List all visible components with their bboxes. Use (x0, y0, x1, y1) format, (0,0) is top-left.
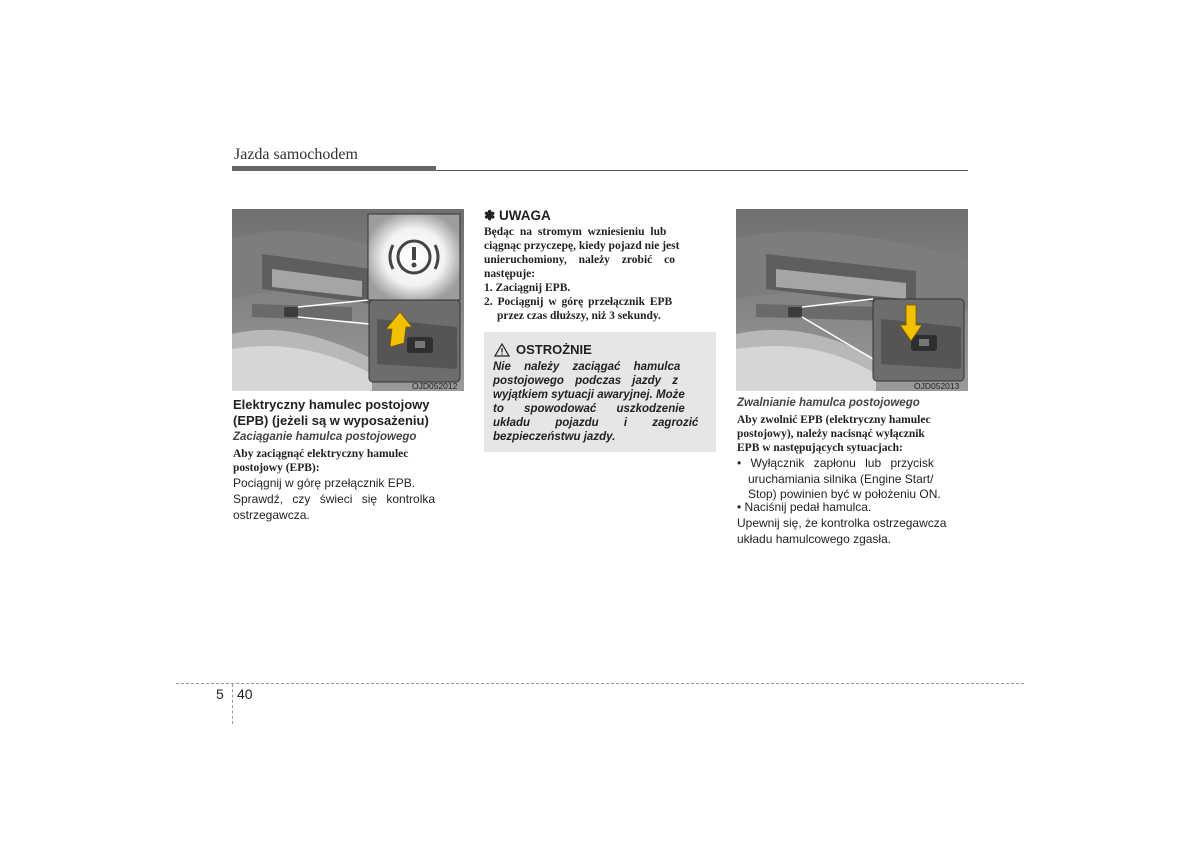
release-bullet-1 (737, 456, 969, 503)
release-bullet-2: • Naciśnij pedał hamulca. (737, 500, 872, 514)
apply-check-line-2: ostrzegawcza. (233, 507, 310, 522)
figure-epb-apply-illustration (232, 209, 464, 391)
caution-line-5: układu pojazdu i zagrozić (493, 417, 699, 429)
page-number: 40 (237, 686, 253, 702)
release-intro-line-2: postojowy), należy nacisnąć wyłącznik (737, 428, 925, 440)
note-title: ✽ UWAGA (484, 208, 551, 223)
footer-dashed-separator (232, 684, 233, 724)
figure-epb-release (736, 209, 968, 391)
apply-intro-line-2: postojowy (EPB): (233, 462, 320, 474)
figure-epb-apply (232, 209, 464, 391)
subheading-release: Zwalnianie hamulca postojowego (737, 397, 920, 409)
heading-line-1: Elektryczny hamulec postojowy (233, 397, 430, 412)
header-rule-thin (436, 170, 968, 171)
release-bullet-1-line-3: Stop) powinien być w położeniu ON. (748, 487, 941, 501)
page-header-title: Jazda samochodem (234, 146, 358, 163)
note-item-2-line-1: 2. Pociągnij w górę przełącznik EPB (484, 296, 673, 308)
note-line-3: unieruchomiony, należy zrobić co (484, 254, 675, 266)
subheading-apply: Zaciąganie hamulca postojowego (233, 431, 417, 443)
chapter-number: 5 (216, 686, 224, 702)
caution-line-1: Nie należy zaciągać hamulca (493, 361, 681, 373)
figure-epb-release-illustration (736, 209, 968, 391)
apply-intro (233, 447, 465, 475)
release-bullet-1-line-1: • Wyłącznik zapłonu lub przycisk (737, 456, 934, 470)
note-line-2: ciągnąc przyczepę, kiedy pojazd nie jest (484, 240, 680, 252)
apply-intro-line-1: Aby zaciągnąć elektryczny hamulec (233, 448, 409, 460)
figure-code-left: OJD052012 (412, 381, 458, 391)
note-item-2-line-2: przez czas dłuższy, niż 3 sekundy. (497, 310, 661, 322)
release-intro-line-1: Aby zwolnić EPB (elektryczny hamulec (737, 414, 931, 426)
caution-title: OSTROŻNIE (516, 342, 592, 357)
note-line-1: Będąc na stromym wzniesieniu lub (484, 226, 667, 238)
caution-header (494, 342, 592, 357)
figure-code-right: OJD052013 (914, 381, 960, 391)
caution-line-2: postojowego podczas jazdy z (493, 375, 679, 387)
caution-text (493, 360, 710, 444)
note-item-1: 1. Zaciągnij EPB. (484, 282, 571, 294)
apply-check (233, 492, 465, 523)
note-line-4: następuje: (484, 268, 536, 280)
release-outro-line-2: układu hamulcowego zgasła. (737, 531, 892, 546)
heading-line-2: (EPB) (jeżeli są w wyposażeniu) (233, 413, 429, 428)
release-outro-line-1: Upewnij się, że kontrolka ostrzegawcza (737, 516, 947, 530)
caution-box (484, 332, 716, 452)
warning-triangle-icon (494, 343, 510, 357)
apply-step: Pociągnij w górę przełącznik EPB. (233, 476, 416, 490)
caution-line-6: bezpieczeństwu jazdy. (493, 431, 616, 443)
release-outro (737, 516, 969, 547)
header-rule-thick (232, 166, 436, 171)
caution-line-4: to spowodować uszkodzenie (493, 403, 685, 415)
release-bullet-1-line-2: uruchamiania silnika (Engine Start/ (748, 471, 934, 486)
release-intro (737, 413, 969, 455)
note-text (484, 225, 716, 323)
release-intro-line-3: EPB w następujących sytuacjach: (737, 442, 903, 454)
footer-dashed-rule (176, 683, 1024, 684)
section-heading (233, 397, 468, 429)
apply-check-line-1: Sprawdź, czy świeci się kontrolka (233, 492, 436, 506)
caution-line-3: wyjątkiem sytuacji awaryjnej. Może (493, 389, 685, 401)
